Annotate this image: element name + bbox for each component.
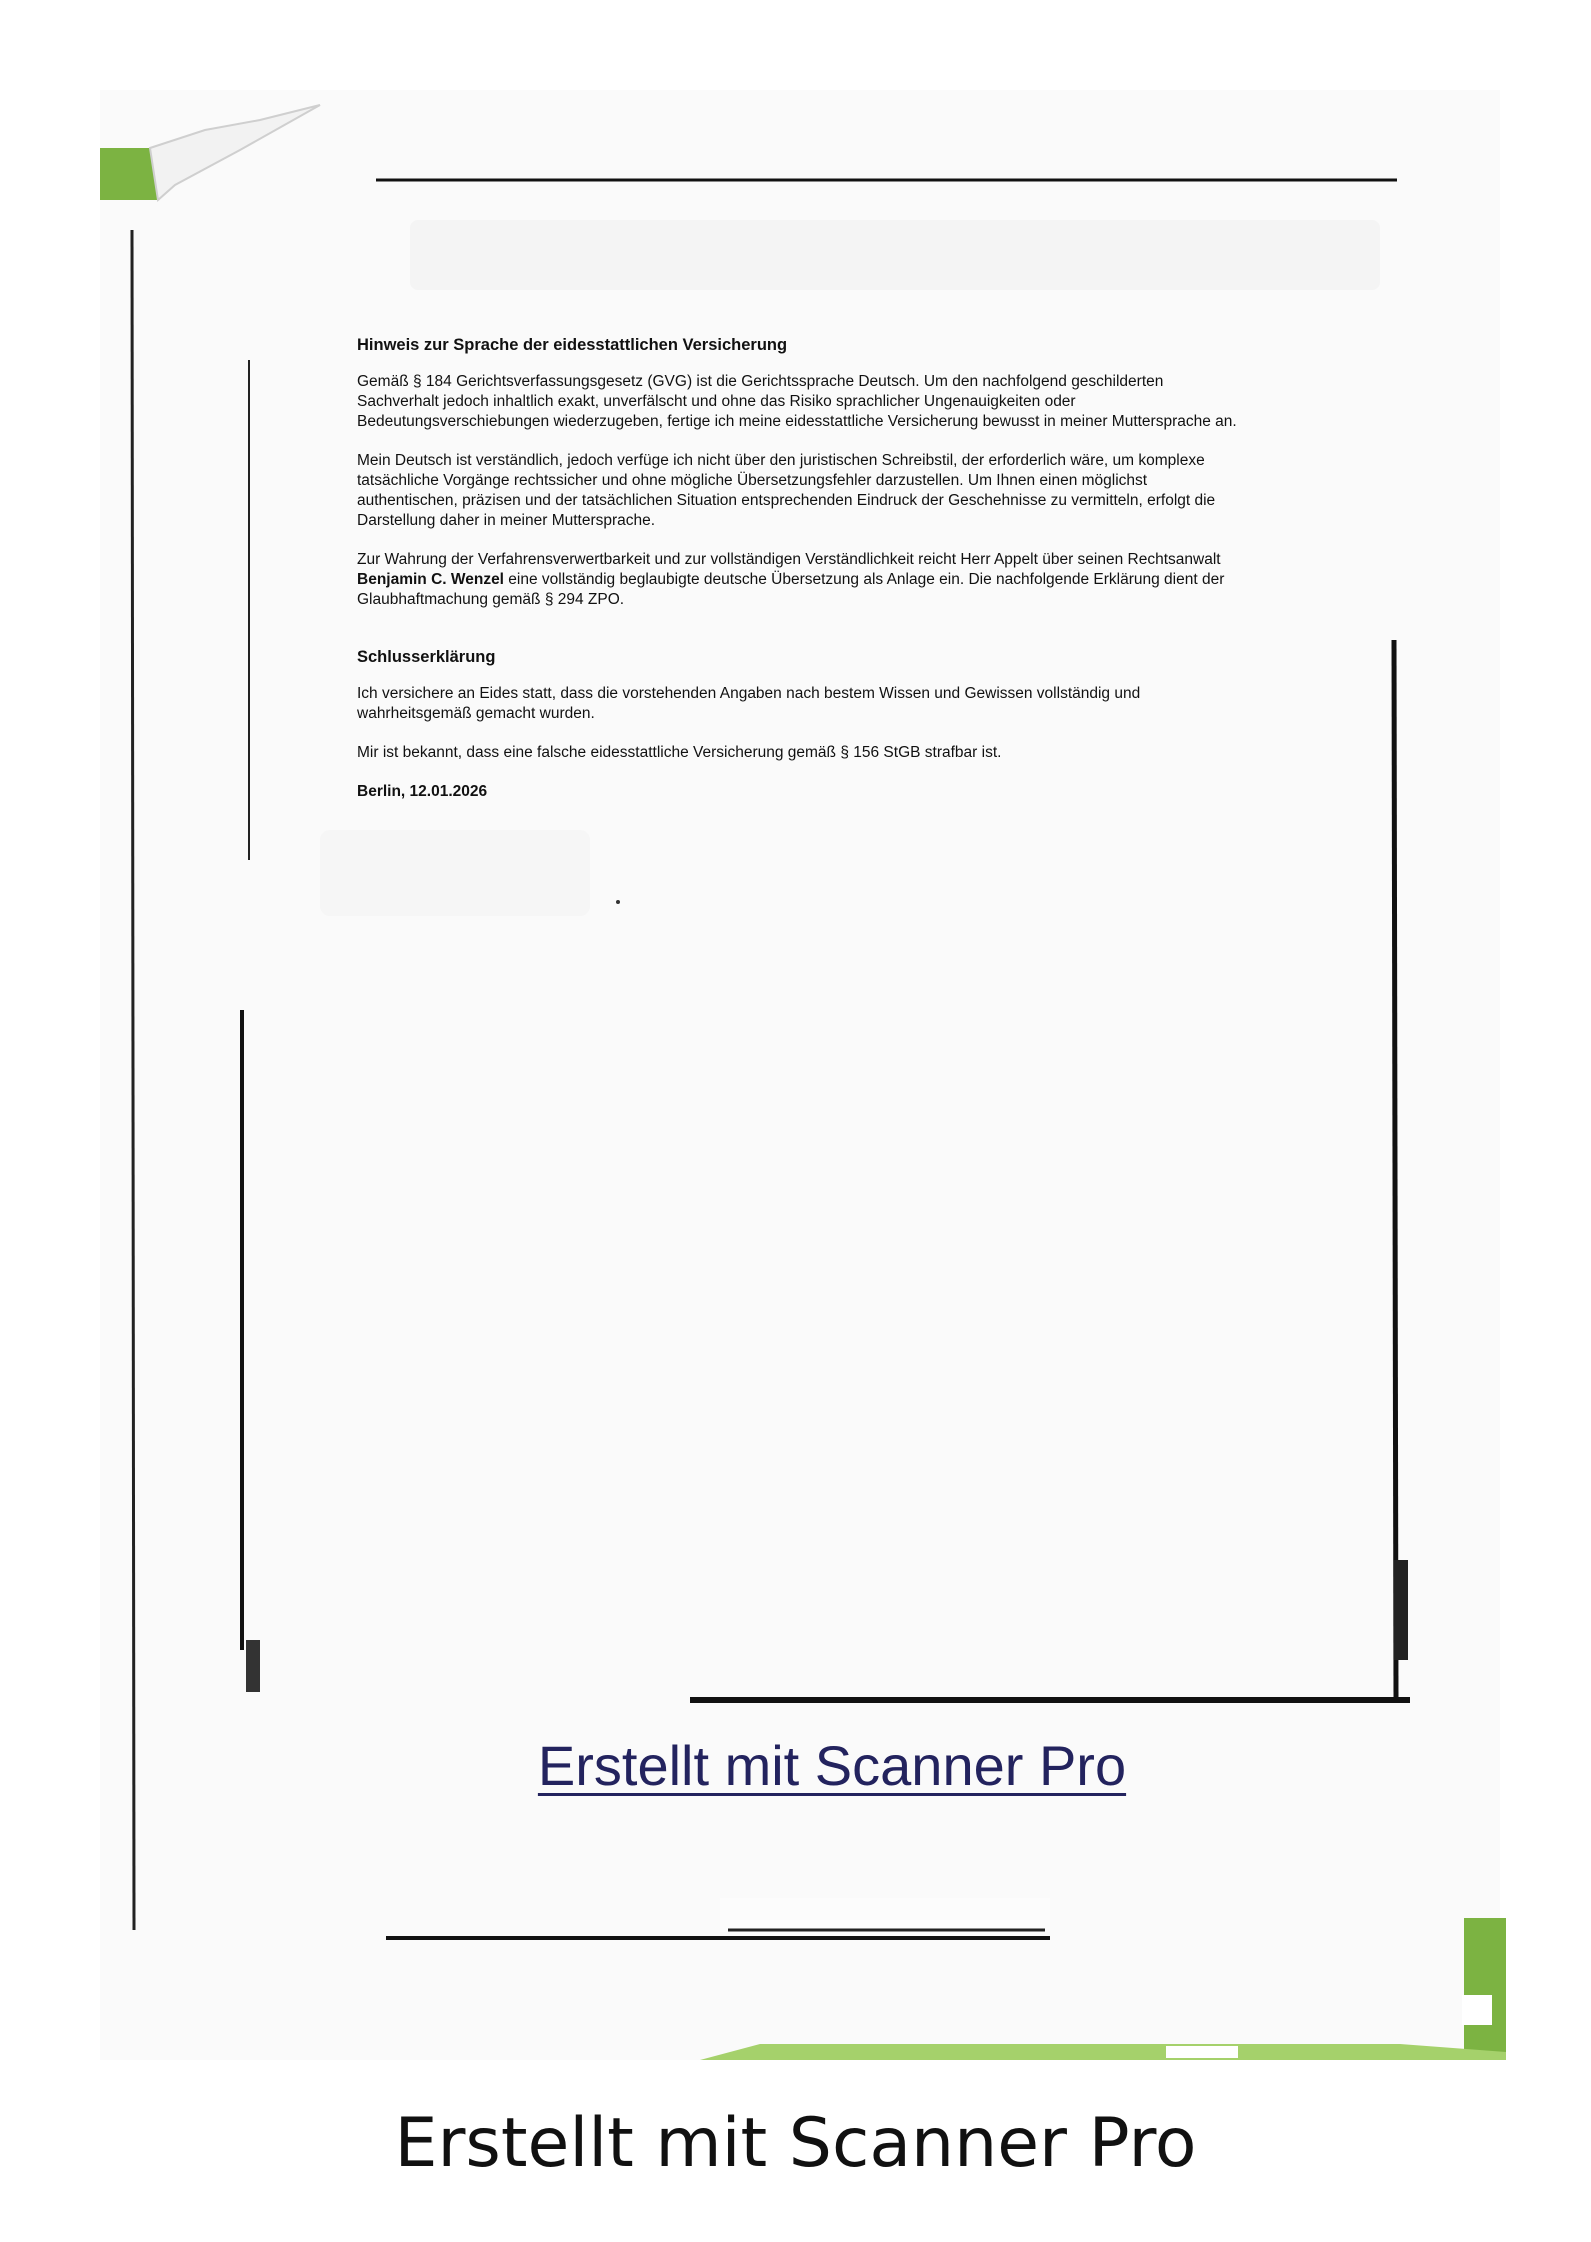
document-paragraph-2: Mein Deutsch ist verständlich, jedoch verfüge ich nicht über den juristischen Schreibstil, der erforderlich wäre, um komplexe tatsächliche Vorgänge rechtssicher und ohne mögliche Übersetzungsfehler darzustellen. Um Ihnen einen möglichst authentischen, präzisen und der tatsächlichen Situation entsprechenden Eindruck der Geschehnisse zu vermitteln, erfolgt die Darstellung daher in meiner Muttersprache. xyxy=(357,452,1216,529)
closing-paragraph-2: Mir ist bekannt, dass eine falsche eidesstattliche Versicherung gemäß § 156 StGB strafbar ist. xyxy=(357,744,1002,761)
date-line: Berlin, 12.01.2026 xyxy=(357,783,488,800)
paragraph-3-text-after: eine vollständig beglaubigte deutsche Übersetzung als Anlage ein. Die nachfolgende Erklärung dient der Glaubhaftmachung gemäß § 294 ZPO. xyxy=(357,571,1225,608)
paragraph-3-text-before: Zur Wahrung der Verfahrensverwertbarkeit und zur vollständigen Verständlichkeit reicht Herr Appelt über seinen Rechtsanwalt xyxy=(357,551,1221,568)
scanner-pro-watermark: Erstellt mit Scanner Pro xyxy=(537,1734,1127,1797)
attorney-name: Benjamin C. Wenzel xyxy=(357,571,504,588)
document-heading: Hinweis zur Sprache der eidesstattlichen Versicherung xyxy=(357,336,788,354)
closing-paragraph-1: Ich versichere an Eides statt, dass die vorstehenden Angaben nach bestem Wissen und Gewissen vollständig und wahrheitsgemäß gemacht wurden. xyxy=(357,685,1141,722)
footer-caption: Erstellt mit Scanner Pro xyxy=(394,2104,1197,2183)
faded-header-band xyxy=(410,220,1380,290)
document-paragraph-3 xyxy=(357,550,1237,610)
document-paragraph-1: Gemäß § 184 Gerichtsverfassungsgesetz (GVG) ist die Gerichtssprache Deutsch. Um den nachfolgend geschilderten Sachverhalt jedoch inhaltlich exakt, unverfälscht und ohne das Risiko sprachlicher Ungenauigkeiten oder Bedeutungsverschiebungen wiederzugeben, fertige ich meine eidesstattliche Versicherung bewusst in meiner Muttersprache an. xyxy=(357,373,1237,430)
faded-signature-area xyxy=(320,830,590,916)
closing-heading: Schlusserklärung xyxy=(357,648,496,666)
document-body xyxy=(357,334,1237,821)
